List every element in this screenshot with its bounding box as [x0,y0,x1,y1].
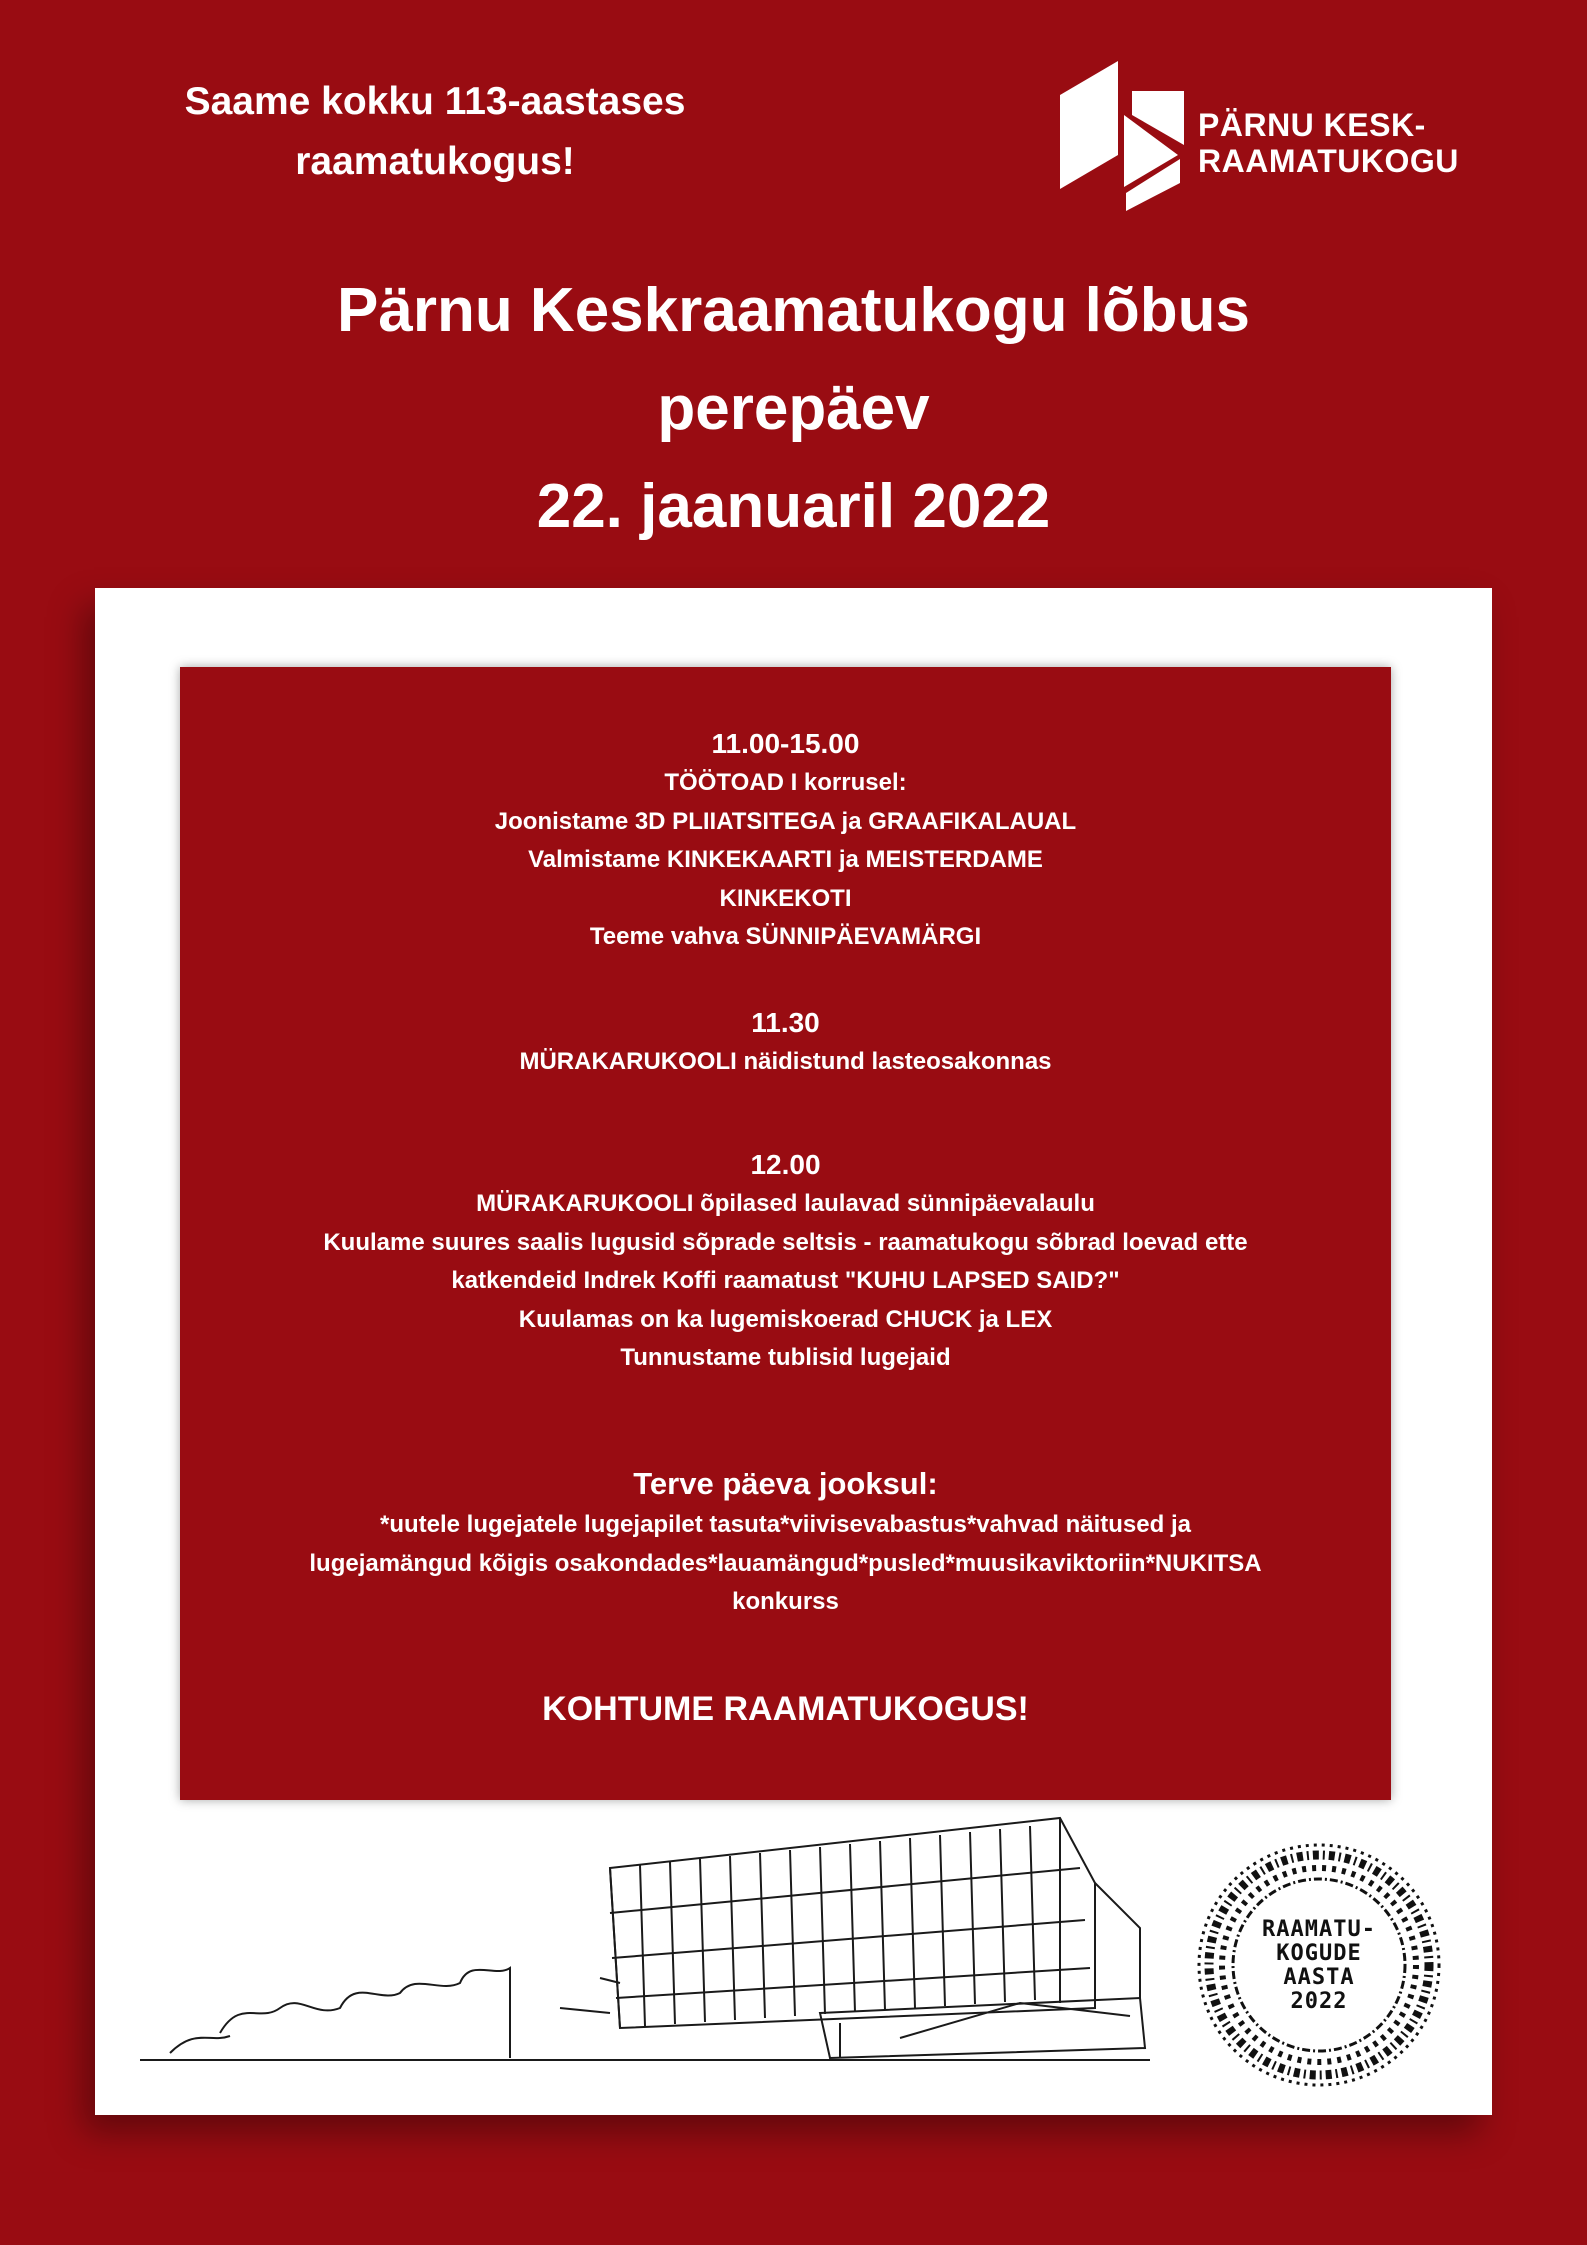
block-time: 11.00-15.00 [711,728,860,759]
program-block-1130 [180,1003,1391,1082]
block-line: Joonistame 3D PLIIATSITEGA ja GRAAFIKALAUAL [494,807,1077,835]
seal-text [1194,1918,1444,2014]
title-line-1: Pärnu Keskraamatukogu lõbus [336,276,1251,345]
library-logo [1058,55,1459,215]
block-line: TÖÖTOAD I korrusel: [664,769,907,796]
block-line: lugejamängud kõigis osakondades*lauamängud*pusled*muusikaviktoriin*NUKITSA [309,1549,1262,1577]
block-line: Kuulame suures saalis lugusid sõprade seltsis - raamatukogu sõbrad loevad ette [323,1228,1248,1256]
block-line: Teeme vahva SÜNNIPÄEVAMÄRGI [589,923,982,951]
block-time: 12.00 [750,1149,821,1180]
block-line: konkurss [732,1588,839,1616]
block-time: 11.30 [751,1007,820,1038]
program-block-allday [180,1462,1391,1622]
seal-line-2: KOGUDE [1276,1941,1362,1966]
block-line: KINKEKOTI [719,884,852,912]
block-line: MÜRAKARUKOOLI näidistund lasteosakonnas [519,1048,1052,1075]
block-line: MÜRAKARUKOOLI õpilased laulavad sünnipäevalaulu [476,1190,1095,1217]
seal-line-4: 2022 [1290,1989,1348,2014]
block-line: Valmistame KINKEKAARTI ja MEISTERDAME [528,846,1043,874]
logo-line-2: RAAMATUKOGU [1198,143,1459,179]
library-logo-text [1198,107,1459,179]
title-line-2: perepäev [657,374,930,443]
tagline-line-1: Saame kokku 113-aastases [184,80,686,123]
program-block-workshops [180,724,1391,957]
block-line: Kuulamas on ka lugemiskoerad CHUCK ja LEX [518,1305,1053,1333]
block-line: *uutele lugejatele lugejapilet tasuta*viivisevabastus*vahvad näitused ja [380,1511,1191,1538]
program-panel [180,667,1391,1800]
program-block-1200 [180,1145,1391,1378]
block-line: katkendeid Indrek Koffi raamatust "KUHU LAPSED SAID?" [451,1267,1120,1295]
block-line: Tunnustame tublisid lugejaid [620,1344,951,1372]
logo-line-1: PÄRNU KESK- [1198,107,1426,143]
library-logo-icon [1058,55,1188,215]
seal-line-1: RAAMATU- [1262,1917,1376,1942]
seal-line-3: AASTA [1283,1965,1355,1990]
allday-heading: Terve päeva jooksul: [633,1466,938,1501]
title-line-3: 22. jaanuaril 2022 [536,472,1051,541]
header-tagline [120,72,750,192]
library-building-illustration [140,1808,1170,2078]
library-year-seal [1194,1840,1444,2090]
event-title [0,262,1587,556]
tagline-line-2: raamatukogus! [295,140,575,183]
closing-line: KOHTUME RAAMATUKOGUS! [542,1690,1029,1728]
